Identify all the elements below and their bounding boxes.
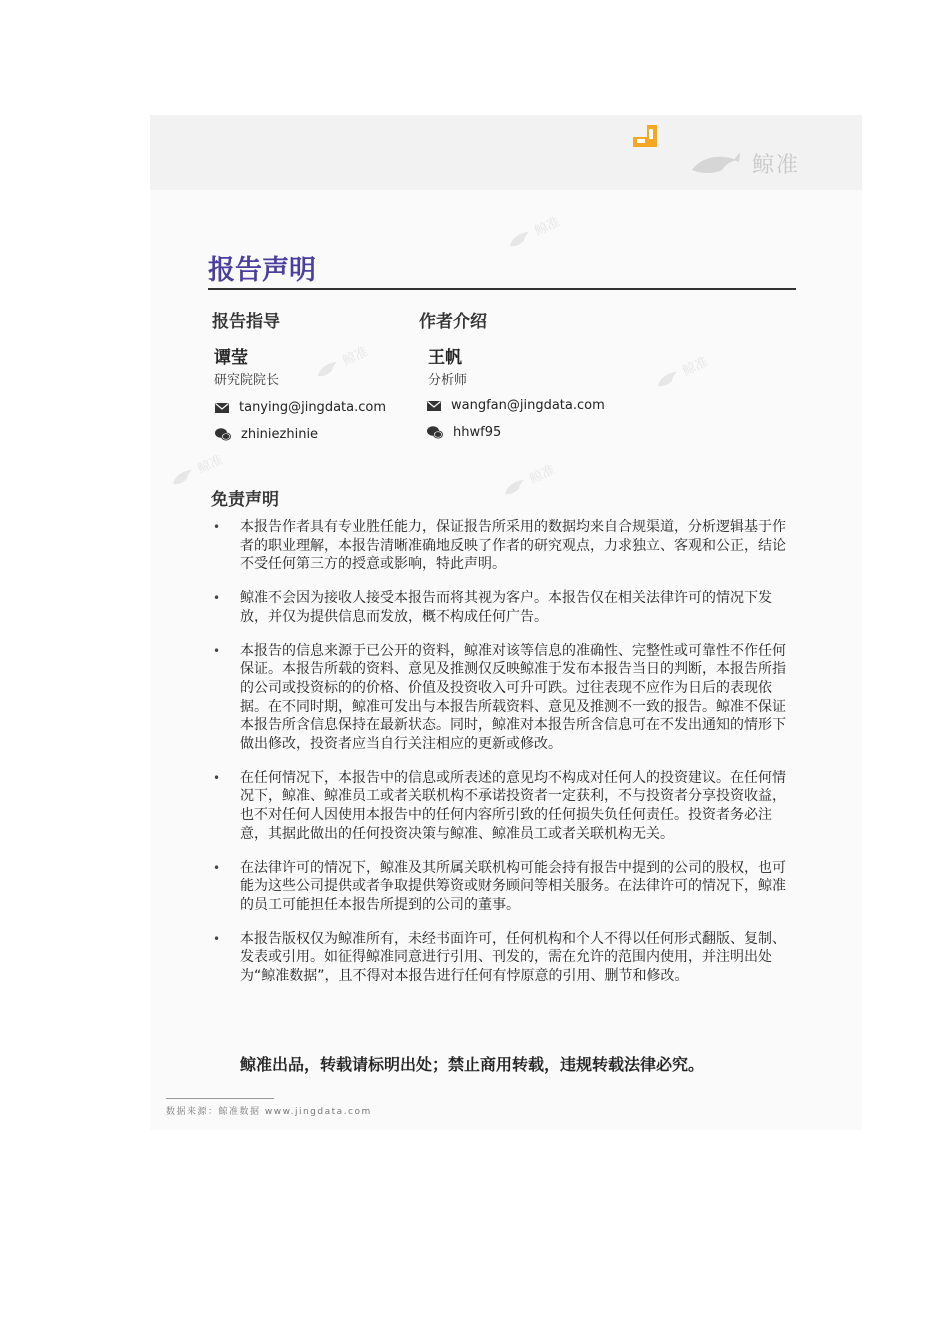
disclaimer-item: • 本报告版权仅为鲸准所有，未经书面许可，任何机构和个人不得以任何形式翻版、复制、发表或引用。如征得鲸准同意进行引用、刊发的，需在允许的范围内使用，并注明出处为“鲸准数据”，且不得对本报告进行任何有悖原意的引用、删节和修改。 — [213, 930, 786, 985]
brand-name: 鲸准 — [752, 152, 801, 178]
brand-mark-icon — [633, 125, 657, 147]
watermark: 鲸准 — [312, 341, 371, 382]
disclaimer-item: • 本报告作者具有专业胜任能力，保证报告所采用的数据均来自合规渠道，分析逻辑基于作者的职业理解，本报告清晰准确地反映了作者的研究观点，力求独立、客观和公正，结论不受任何第三方的授意或影响，特此声明。 — [213, 519, 786, 573]
disclaimer-item: • 在任何情况下，本报告中的信息或所表述的意见均不构成对任何人的投资建议。在任何情况下，鲸准、鲸准员工或者关联机构不承诺投资者一定获利，不与投资者分享投资收益，也不对任何人因使用本报告中的任何内容所引致的任何损失负任何责任。投资者务必注意，其据此做出的任何投资决策与鲸准、鲸准员工或者关联机构无关。 — [213, 769, 786, 842]
title-divider — [208, 288, 796, 290]
disclaimer-item: • 在法律许可的情况下，鲸准及其所属关联机构可能会持有报告中提到的公司的股权，也可能为这些公司提供或者争取提供筹资或财务顾问等相关服务。在法律许可的情况下，鲸准的员工可能担任本报告所提到的公司的董事。 — [213, 859, 786, 913]
disclaimer-list — [211, 518, 796, 1001]
author-wechat — [427, 425, 501, 440]
author-name: 王帆 — [428, 348, 462, 368]
disclaimer-item: • 鲸准不会因为接收人接受本报告而将其视为客户。本报告仅在相关法律许可的情况下发放，并仅为提供信息而发放，概不构成任何广告。 — [213, 590, 772, 625]
watermark: 鲸准 — [499, 459, 558, 500]
guidance-wechat-text: zhiniezhinie — [241, 427, 319, 442]
wechat-icon — [427, 426, 443, 439]
closing-statement: 鲸准出品，转载请标明出处；禁止商用转载，违规转载法律必究。 — [240, 1055, 705, 1074]
guidance-heading: 报告指导 — [212, 312, 280, 332]
author-role: 分析师 — [428, 373, 468, 388]
author-email — [427, 398, 605, 413]
guidance-name: 谭莹 — [214, 348, 248, 368]
wechat-icon — [215, 428, 231, 441]
author-wechat-text: hhwf95 — [453, 425, 502, 440]
disclaimer-heading: 免责声明 — [211, 490, 279, 510]
author-heading: 作者介绍 — [419, 312, 487, 332]
brand-logo — [690, 146, 810, 180]
watermark: 鲸准 — [652, 351, 711, 392]
guidance-role: 研究院院长 — [214, 373, 280, 388]
watermark: 鲸准 — [504, 211, 563, 252]
disclaimer-item: • 本报告的信息来源于已公开的资料，鲸准对该等信息的准确性、完整性或可靠性不作任何保证。本报告所载的资料、意见及推测仅反映鲸准于发布本报告当日的判断，本报告所指的公司或投资标的的价格、价值及投资收入可升可跌。过往表现不应作为日后的表现依据。在不同时期，鲸准可发出与本报告所载资料、意见及推测不一致的报告。鲸准不保证本报告所含信息保持在最新状态。同时，鲸准对本报告所含信息可在不发出通知的情形下做出修改，投资者应当自行关注相应的更新或修改。 — [213, 642, 786, 753]
source-note: 数据来源：鲸准数据 www.jingdata.com — [166, 1107, 372, 1117]
guidance-wechat — [215, 427, 318, 442]
mail-icon — [215, 403, 229, 413]
page-title: 报告声明 — [208, 255, 316, 286]
guidance-email-text[interactable]: tanying@jingdata.com — [239, 400, 386, 415]
watermark: 鲸准 — [167, 449, 226, 490]
author-email-text[interactable]: wangfan@jingdata.com — [451, 398, 605, 413]
guidance-email — [215, 400, 386, 415]
whale-icon — [690, 150, 742, 176]
source-divider — [166, 1098, 274, 1099]
mail-icon — [427, 401, 441, 411]
